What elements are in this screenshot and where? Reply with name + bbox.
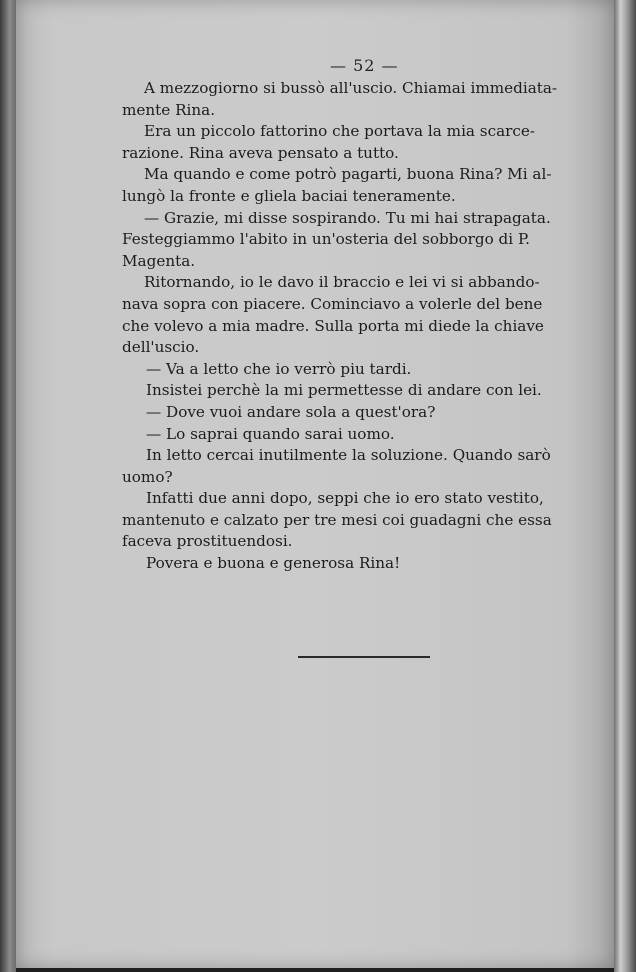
text-line: Insistei perchè la mi permettesse di andare con lei. — [146, 381, 542, 400]
page-number: — 52 — — [330, 56, 399, 75]
text-line: mantenuto e calzato per tre mesi coi guadagni che essa — [122, 510, 552, 529]
text-line: Ma quando e come potrò pagarti, buona Rina? Mi al- — [144, 165, 552, 184]
text-line: lungò la fronte e gliela baciai teneramente. — [122, 186, 456, 205]
text-line: Era un piccolo fattorino che portava la mia scarce- — [144, 122, 536, 141]
text-line: — Grazie, mi disse sospirando. Tu mi hai strapagata. — [144, 208, 551, 227]
text-line: mente Rina. — [122, 100, 216, 119]
text-line: Magenta. — [122, 251, 196, 270]
text-line: faceva prostituendosi. — [122, 532, 293, 551]
text-line: Ritornando, io le davo il braccio e lei vi si abbando- — [144, 273, 540, 292]
book-spine — [0, 0, 16, 972]
text-line: In letto cercai inutilmente la soluzione. Quando sarò — [146, 446, 551, 465]
text-line: Povera e buona e generosa Rina! — [146, 554, 401, 573]
text-line: Infatti due anni dopo, seppi che io ero stato vestito, — [146, 489, 544, 508]
text-line: razione. Rina aveva pensato a tutto. — [122, 143, 399, 162]
body-text — [122, 78, 584, 575]
text-line: — Dove vuoi andare sola a quest'ora? — [146, 402, 436, 421]
text-line: — Va a letto che io verrò piu tardi. — [146, 359, 412, 378]
text-line: che volevo a mia madre. Sulla porta mi diede la chiave — [122, 316, 544, 335]
text-line: nava sopra con piacere. Cominciavo a volerle del bene — [122, 294, 543, 313]
text-line: uomo? — [122, 467, 173, 486]
text-line: dell'uscio. — [122, 338, 200, 357]
text-line: Festeggiammo l'abito in un'osteria del sobborgo di P. — [122, 230, 530, 249]
text-line: A mezzogiorno si bussò all'uscio. Chiamai immediata- — [144, 79, 558, 97]
end-rule — [298, 656, 430, 658]
text-line: — Lo saprai quando sarai uomo. — [146, 424, 395, 443]
page-edge — [614, 0, 636, 972]
